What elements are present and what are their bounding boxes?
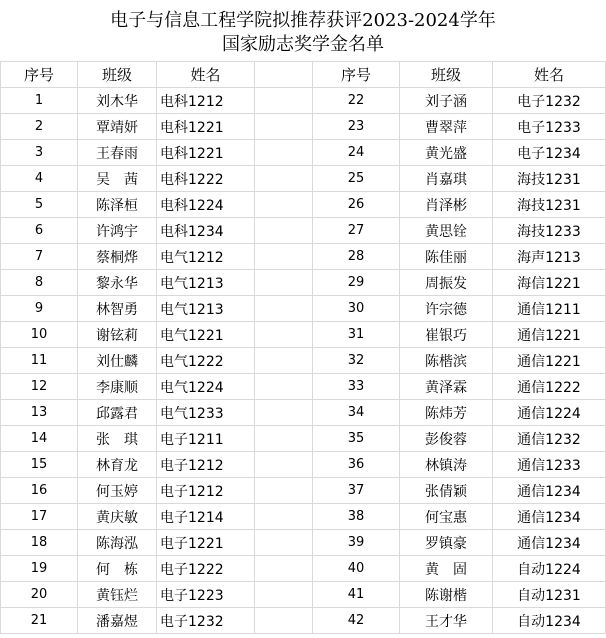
class-cell: 电子1212 bbox=[157, 478, 255, 504]
seq-cell: 30 bbox=[313, 296, 400, 322]
name-cell: 彭俊蓉 bbox=[400, 426, 493, 452]
class-cell: 电子1232 bbox=[157, 608, 255, 634]
name-cell: 王才华 bbox=[400, 608, 493, 634]
column-gap bbox=[255, 296, 313, 322]
name-cell: 黄思铨 bbox=[400, 218, 493, 244]
seq-cell: 20 bbox=[1, 582, 78, 608]
seq-cell: 3 bbox=[1, 140, 78, 166]
table-header-row bbox=[1, 62, 606, 88]
header-seq-right: 序号 bbox=[313, 62, 400, 88]
class-cell: 电气1222 bbox=[157, 348, 255, 374]
seq-cell: 28 bbox=[313, 244, 400, 270]
seq-cell: 5 bbox=[1, 192, 78, 218]
name-cell: 张倩颖 bbox=[400, 478, 493, 504]
name-cell: 陈楷滨 bbox=[400, 348, 493, 374]
name-cell: 潘嘉煜 bbox=[78, 608, 157, 634]
seq-cell: 1 bbox=[1, 88, 78, 114]
class-cell: 电科1221 bbox=[157, 114, 255, 140]
table-row bbox=[1, 556, 606, 582]
name-cell: 林智勇 bbox=[78, 296, 157, 322]
class-cell: 自动1231 bbox=[493, 582, 606, 608]
column-gap bbox=[255, 608, 313, 634]
seq-cell: 36 bbox=[313, 452, 400, 478]
class-cell: 电子1222 bbox=[157, 556, 255, 582]
table-row bbox=[1, 478, 606, 504]
table-row bbox=[1, 218, 606, 244]
seq-cell: 40 bbox=[313, 556, 400, 582]
seq-cell: 34 bbox=[313, 400, 400, 426]
seq-cell: 31 bbox=[313, 322, 400, 348]
class-cell: 自动1234 bbox=[493, 608, 606, 634]
header-class-left: 姓名 bbox=[157, 62, 255, 88]
seq-cell: 22 bbox=[313, 88, 400, 114]
seq-cell: 12 bbox=[1, 374, 78, 400]
class-cell: 电气1212 bbox=[157, 244, 255, 270]
column-gap bbox=[255, 530, 313, 556]
name-cell: 何宝惠 bbox=[400, 504, 493, 530]
seq-cell: 11 bbox=[1, 348, 78, 374]
name-cell: 罗镇豪 bbox=[400, 530, 493, 556]
seq-cell: 29 bbox=[313, 270, 400, 296]
class-cell: 电气1213 bbox=[157, 296, 255, 322]
seq-cell: 25 bbox=[313, 166, 400, 192]
name-cell: 陈海泓 bbox=[78, 530, 157, 556]
table-row bbox=[1, 348, 606, 374]
name-cell: 刘子涵 bbox=[400, 88, 493, 114]
class-cell: 电子1234 bbox=[493, 140, 606, 166]
class-cell: 通信1211 bbox=[493, 296, 606, 322]
table-row bbox=[1, 426, 606, 452]
name-cell: 林镇涛 bbox=[400, 452, 493, 478]
class-cell: 通信1222 bbox=[493, 374, 606, 400]
seq-cell: 24 bbox=[313, 140, 400, 166]
column-gap bbox=[255, 192, 313, 218]
table-row bbox=[1, 140, 606, 166]
class-cell: 电科1222 bbox=[157, 166, 255, 192]
table-row bbox=[1, 244, 606, 270]
seq-cell: 15 bbox=[1, 452, 78, 478]
seq-cell: 41 bbox=[313, 582, 400, 608]
name-cell: 黄钰烂 bbox=[78, 582, 157, 608]
column-gap bbox=[255, 556, 313, 582]
class-cell: 通信1224 bbox=[493, 400, 606, 426]
class-cell: 电子1214 bbox=[157, 504, 255, 530]
name-cell: 林育龙 bbox=[78, 452, 157, 478]
table-row bbox=[1, 530, 606, 556]
column-gap bbox=[255, 270, 313, 296]
class-cell: 自动1224 bbox=[493, 556, 606, 582]
class-cell: 海声1213 bbox=[493, 244, 606, 270]
name-cell: 陈佳丽 bbox=[400, 244, 493, 270]
name-cell: 李康顺 bbox=[78, 374, 157, 400]
seq-cell: 42 bbox=[313, 608, 400, 634]
class-cell: 电子1233 bbox=[493, 114, 606, 140]
class-cell: 海信1221 bbox=[493, 270, 606, 296]
seq-cell: 33 bbox=[313, 374, 400, 400]
document-title: 电子与信息工程学院拟推荐获评2023-2024学年 bbox=[110, 10, 496, 31]
class-cell: 电子1223 bbox=[157, 582, 255, 608]
column-gap bbox=[255, 348, 313, 374]
class-cell: 通信1232 bbox=[493, 426, 606, 452]
column-gap bbox=[255, 478, 313, 504]
name-cell: 覃靖妍 bbox=[78, 114, 157, 140]
table-row bbox=[1, 296, 606, 322]
column-gap bbox=[255, 88, 313, 114]
column-gap bbox=[255, 114, 313, 140]
column-gap bbox=[255, 374, 313, 400]
seq-cell: 21 bbox=[1, 608, 78, 634]
seq-cell: 10 bbox=[1, 322, 78, 348]
header-name-left: 班级 bbox=[78, 62, 157, 88]
class-cell: 通信1234 bbox=[493, 504, 606, 530]
document-subtitle: 国家励志奖学金名单 bbox=[222, 34, 384, 55]
name-cell: 曹翠萍 bbox=[400, 114, 493, 140]
seq-cell: 2 bbox=[1, 114, 78, 140]
class-cell: 电子1212 bbox=[157, 452, 255, 478]
name-cell: 肖嘉琪 bbox=[400, 166, 493, 192]
class-cell: 电子1232 bbox=[493, 88, 606, 114]
seq-cell: 23 bbox=[313, 114, 400, 140]
seq-cell: 27 bbox=[313, 218, 400, 244]
table-row bbox=[1, 374, 606, 400]
column-gap bbox=[255, 244, 313, 270]
table-row bbox=[1, 504, 606, 530]
name-cell: 陈谢楷 bbox=[400, 582, 493, 608]
header-seq-left: 序号 bbox=[1, 62, 78, 88]
class-cell: 通信1221 bbox=[493, 322, 606, 348]
class-cell: 通信1234 bbox=[493, 478, 606, 504]
class-cell: 电气1213 bbox=[157, 270, 255, 296]
table-row bbox=[1, 192, 606, 218]
class-cell: 电科1221 bbox=[157, 140, 255, 166]
seq-cell: 16 bbox=[1, 478, 78, 504]
table-row bbox=[1, 582, 606, 608]
column-gap bbox=[255, 62, 313, 88]
name-cell: 黄庆敏 bbox=[78, 504, 157, 530]
column-gap bbox=[255, 400, 313, 426]
seq-cell: 7 bbox=[1, 244, 78, 270]
name-cell: 王春雨 bbox=[78, 140, 157, 166]
column-gap bbox=[255, 322, 313, 348]
table-row bbox=[1, 452, 606, 478]
name-cell: 何 栋 bbox=[78, 556, 157, 582]
name-cell: 许鸿宇 bbox=[78, 218, 157, 244]
class-cell: 海技1233 bbox=[493, 218, 606, 244]
name-cell: 周振发 bbox=[400, 270, 493, 296]
class-cell: 电子1221 bbox=[157, 530, 255, 556]
seq-cell: 18 bbox=[1, 530, 78, 556]
name-cell: 吴 茜 bbox=[78, 166, 157, 192]
table-row bbox=[1, 400, 606, 426]
name-cell: 刘仕麟 bbox=[78, 348, 157, 374]
name-cell: 蔡桐烨 bbox=[78, 244, 157, 270]
class-cell: 电气1224 bbox=[157, 374, 255, 400]
class-cell: 电科1224 bbox=[157, 192, 255, 218]
column-gap bbox=[255, 426, 313, 452]
name-cell: 邱露君 bbox=[78, 400, 157, 426]
seq-cell: 14 bbox=[1, 426, 78, 452]
class-cell: 电科1234 bbox=[157, 218, 255, 244]
table-row bbox=[1, 166, 606, 192]
table-row bbox=[1, 270, 606, 296]
name-cell: 黎永华 bbox=[78, 270, 157, 296]
name-cell: 黄光盛 bbox=[400, 140, 493, 166]
column-gap bbox=[255, 452, 313, 478]
name-cell: 谢铉莉 bbox=[78, 322, 157, 348]
seq-cell: 35 bbox=[313, 426, 400, 452]
seq-cell: 37 bbox=[313, 478, 400, 504]
table-row bbox=[1, 114, 606, 140]
scholarship-table bbox=[0, 61, 606, 634]
column-gap bbox=[255, 166, 313, 192]
seq-cell: 39 bbox=[313, 530, 400, 556]
seq-cell: 38 bbox=[313, 504, 400, 530]
class-cell: 通信1234 bbox=[493, 530, 606, 556]
name-cell: 黄泽霖 bbox=[400, 374, 493, 400]
seq-cell: 13 bbox=[1, 400, 78, 426]
seq-cell: 6 bbox=[1, 218, 78, 244]
table-row bbox=[1, 608, 606, 634]
column-gap bbox=[255, 582, 313, 608]
seq-cell: 26 bbox=[313, 192, 400, 218]
class-cell: 电气1233 bbox=[157, 400, 255, 426]
class-cell: 海技1231 bbox=[493, 192, 606, 218]
table-row bbox=[1, 88, 606, 114]
name-cell: 肖泽彬 bbox=[400, 192, 493, 218]
class-cell: 电气1221 bbox=[157, 322, 255, 348]
table-row bbox=[1, 322, 606, 348]
name-cell: 陈泽桓 bbox=[78, 192, 157, 218]
header-class-right: 姓名 bbox=[493, 62, 606, 88]
seq-cell: 9 bbox=[1, 296, 78, 322]
name-cell: 黄 固 bbox=[400, 556, 493, 582]
seq-cell: 8 bbox=[1, 270, 78, 296]
column-gap bbox=[255, 504, 313, 530]
name-cell: 陈炜芳 bbox=[400, 400, 493, 426]
class-cell: 电子1211 bbox=[157, 426, 255, 452]
name-cell: 崔银巧 bbox=[400, 322, 493, 348]
column-gap bbox=[255, 218, 313, 244]
name-cell: 张 琪 bbox=[78, 426, 157, 452]
seq-cell: 32 bbox=[313, 348, 400, 374]
class-cell: 通信1233 bbox=[493, 452, 606, 478]
seq-cell: 4 bbox=[1, 166, 78, 192]
seq-cell: 17 bbox=[1, 504, 78, 530]
header-name-right: 班级 bbox=[400, 62, 493, 88]
name-cell: 何玉婷 bbox=[78, 478, 157, 504]
seq-cell: 19 bbox=[1, 556, 78, 582]
class-cell: 海技1231 bbox=[493, 166, 606, 192]
class-cell: 通信1221 bbox=[493, 348, 606, 374]
column-gap bbox=[255, 140, 313, 166]
class-cell: 电科1212 bbox=[157, 88, 255, 114]
name-cell: 许宗德 bbox=[400, 296, 493, 322]
name-cell: 刘木华 bbox=[78, 88, 157, 114]
